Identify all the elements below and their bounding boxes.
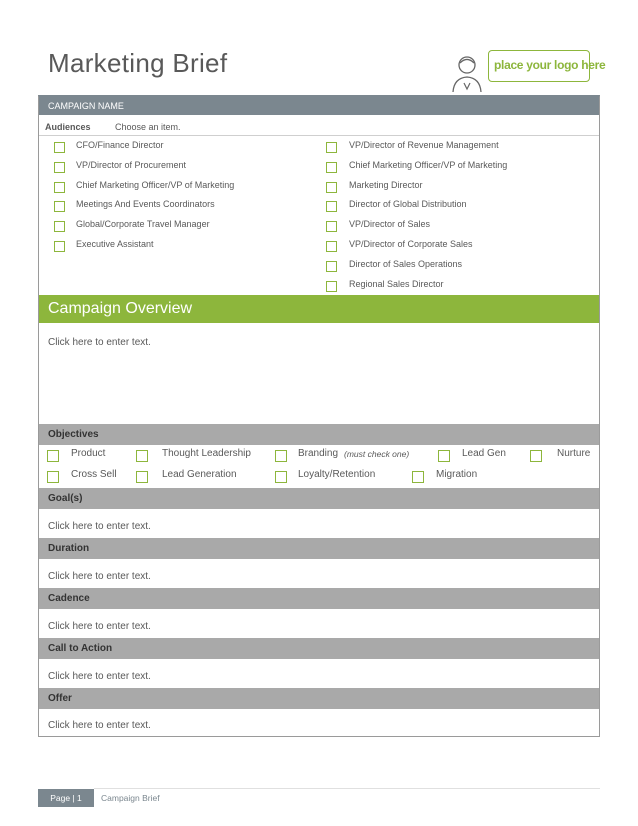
objective-checkbox[interactable] [47, 471, 59, 483]
footer-doc-name: Campaign Brief [101, 793, 160, 803]
audience-option-label: VP/Director of Corporate Sales [349, 239, 473, 249]
offer-input[interactable]: Click here to enter text. [48, 720, 151, 731]
campaign-overview-header: Campaign Overview [39, 295, 599, 323]
audience-checkbox[interactable] [54, 221, 65, 232]
audience-checkbox[interactable] [326, 261, 337, 272]
call-to-action-input[interactable]: Click here to enter text. [48, 671, 151, 682]
document-title: Marketing Brief [48, 48, 228, 78]
page-number: Page | 1 [38, 789, 94, 807]
objective-checkbox[interactable] [530, 450, 542, 462]
cadence-header: Cadence [39, 588, 599, 609]
objective-checkbox[interactable] [47, 450, 59, 462]
audience-dropdown[interactable]: Choose an item. [115, 122, 181, 132]
goals-input[interactable]: Click here to enter text. [48, 521, 151, 532]
audience-checkbox[interactable] [326, 201, 337, 212]
audience-option-label: VP/Director of Sales [349, 219, 431, 230]
audience-checkbox[interactable] [326, 221, 337, 232]
call-to-action-header: Call to Action [39, 638, 599, 659]
audience-checkbox[interactable] [326, 241, 337, 252]
cadence-input[interactable]: Click here to enter text. [48, 621, 151, 632]
overview-input[interactable]: Click here to enter text. [48, 337, 151, 348]
objective-label: Loyalty/Retention [298, 469, 376, 480]
audience-option-label: CFO/Finance Director [76, 140, 164, 150]
audience-option-label: Chief Marketing Officer/VP of Marketing [76, 179, 235, 190]
audience-option-label: Director of Global Distribution [349, 199, 467, 210]
offer-header: Offer [39, 688, 599, 709]
objective-label: Product [71, 448, 106, 459]
duration-input[interactable]: Click here to enter text. [48, 571, 151, 582]
logo-placeholder [450, 50, 606, 94]
audience-checkbox[interactable] [326, 281, 337, 292]
audience-checkbox[interactable] [326, 142, 337, 153]
audience-option-label: Regional Sales Director [349, 278, 444, 289]
objective-label: Lead Gen [462, 448, 506, 459]
audiences-divider [39, 135, 599, 136]
objective-checkbox[interactable] [275, 450, 287, 462]
audiences-label: Audiences [45, 122, 91, 132]
objectives-header: Objectives [39, 424, 599, 445]
objective-checkbox[interactable] [438, 450, 450, 462]
audience-checkbox[interactable] [326, 182, 337, 193]
audience-option-label: VP/Director of Revenue Management [349, 140, 499, 150]
audience-checkbox[interactable] [54, 241, 65, 252]
footer-rule [94, 788, 600, 789]
objective-label: Cross Sell [71, 469, 117, 480]
audience-option-label: Chief Marketing Officer/VP of Marketing [349, 159, 508, 170]
person-icon [450, 54, 484, 92]
audience-option-label: Executive Assistant [76, 239, 154, 249]
objective-checkbox[interactable] [275, 471, 287, 483]
audience-checkbox[interactable] [326, 162, 337, 173]
brief-form [38, 95, 600, 737]
audience-option-label: Marketing Director [349, 179, 423, 190]
objective-checkbox[interactable] [136, 450, 148, 462]
objective-checkbox[interactable] [412, 471, 424, 483]
objective-label: Migration [436, 469, 478, 480]
goals-header: Goal(s) [39, 488, 599, 509]
audience-checkbox[interactable] [54, 142, 65, 153]
campaign-name-header[interactable]: CAMPAIGN NAME [39, 97, 599, 115]
objective-checkbox[interactable] [136, 471, 148, 483]
objective-label: Branding [298, 448, 339, 459]
audience-option-label: VP/Director of Procurement [76, 159, 187, 170]
audience-checkbox[interactable] [54, 162, 65, 173]
duration-header: Duration [39, 538, 599, 559]
objective-label: Nurture [557, 448, 591, 459]
audience-option-label: Director of Sales Operations [349, 258, 463, 269]
audience-option-label: Global/Corporate Travel Manager [76, 219, 210, 230]
objective-label: Thought Leadership [162, 448, 251, 459]
audience-checkbox[interactable] [54, 182, 65, 193]
objective-label: Lead Generation [162, 469, 237, 480]
audience-checkbox[interactable] [54, 201, 65, 212]
branding-note: (must check one) [344, 449, 410, 459]
audience-option-label: Meetings And Events Coordinators [76, 199, 215, 210]
logo-text: place your logo here [494, 58, 606, 72]
